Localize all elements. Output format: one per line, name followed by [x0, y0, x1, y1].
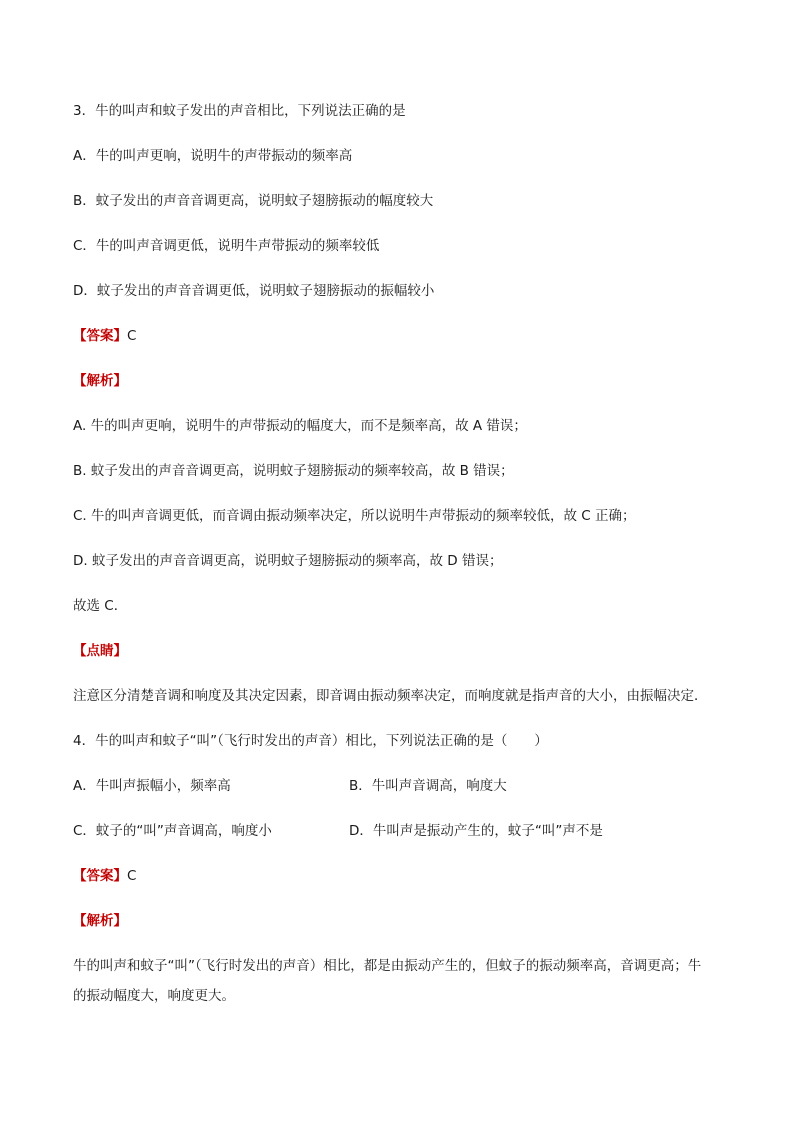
- q3-comment: 注意区分清楚音调和响度及其决定因素，即音调由振动频率决定，而响度就是指声音的大小，由振幅决定．: [73, 688, 708, 704]
- q3-stem: 3．牛的叫声和蚊子发出的声音相比，下列说法正确的是: [73, 103, 406, 119]
- answer-tag: 【答案】: [73, 328, 127, 344]
- q4-option-d: D．牛叫声是振动产生的，蚊子“叫”声不是: [349, 823, 603, 839]
- q3-analysis-heading: [73, 371, 127, 391]
- answer-value: C: [127, 328, 137, 344]
- analysis-tag: 【解析】: [73, 373, 127, 389]
- q4-analysis-line-1: 牛的叫声和蚊子“叫”（飞行时发出的声音）相比，都是由振动产生的，但蚊子的振动频率高，音调更高；牛: [73, 958, 702, 974]
- q3-analysis-d: D. 蚊子发出的声音音调更高，说明蚊子翅膀振动的频率高，故 D 错误；: [73, 553, 503, 569]
- q3-option-b: B．蚊子发出的声音音调更高，说明蚊子翅膀振动的幅度较大: [73, 193, 434, 209]
- q4-analysis-heading: [73, 911, 127, 931]
- q4-stem: 4．牛的叫声和蚊子“叫”（飞行时发出的声音）相比，下列说法正确的是（ ）: [73, 733, 548, 749]
- q3-analysis-b: B. 蚊子发出的声音音调更高，说明蚊子翅膀振动的频率较高，故 B 错误；: [73, 463, 514, 479]
- answer-value: C: [127, 868, 137, 884]
- q4-answer: [73, 866, 136, 886]
- q3-option-d: D．蚊子发出的声音音调更低，说明蚊子翅膀振动的振幅较小: [73, 283, 435, 299]
- q3-answer: [73, 326, 136, 346]
- q4-option-a: A．牛叫声振幅小，频率高: [73, 778, 231, 794]
- q4-option-c: C．蚊子的“叫”声音调高，响度小: [73, 823, 272, 839]
- answer-tag: 【答案】: [73, 868, 127, 884]
- q4-analysis-line-2: 的振动幅度大，响度更大。: [73, 988, 235, 1004]
- comment-tag: 【点睛】: [73, 643, 127, 659]
- q3-comment-heading: [73, 641, 127, 661]
- q3-analysis-conclusion: 故选 C．: [73, 598, 128, 614]
- q3-option-a: A．牛的叫声更响，说明牛的声带振动的频率高: [73, 148, 353, 164]
- q4-option-b: B．牛叫声音调高，响度大: [349, 778, 507, 794]
- q3-option-c: C．牛的叫声音调更低，说明牛声带振动的频率较低: [73, 238, 380, 254]
- analysis-tag: 【解析】: [73, 913, 127, 929]
- q3-analysis-c: C. 牛的叫声音调更低，而音调由振动频率决定，所以说明牛声带振动的频率较低，故 C 正确；: [73, 508, 636, 524]
- q3-analysis-a: A. 牛的叫声更响，说明牛的声带振动的幅度大，而不是频率高，故 A 错误；: [73, 418, 527, 434]
